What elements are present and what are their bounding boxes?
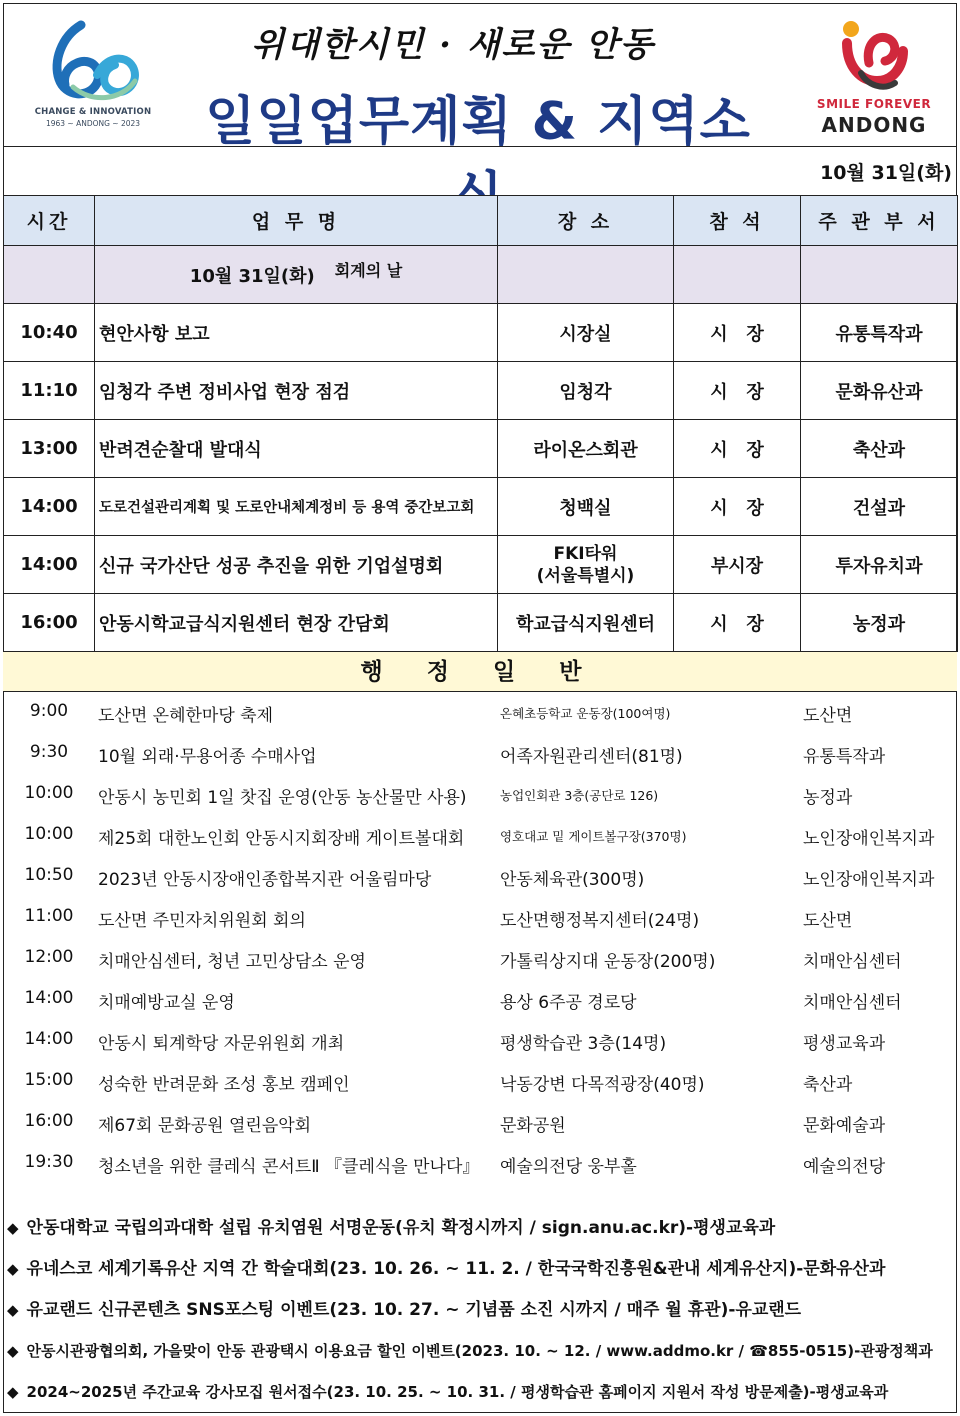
admin-dept: 문화예술과 <box>803 1116 886 1136</box>
row-task: 반려견순찰대 발대식 <box>95 420 498 478</box>
row-dept: 축산과 <box>801 420 958 478</box>
row-dept: 문화유산과 <box>801 362 958 420</box>
row-time: 14:00 <box>4 478 95 536</box>
row-task: 도로건설관리계획 및 도로안내체계정비 등 용역 중간보고회 <box>95 478 498 536</box>
admin-time: 19:30 <box>24 1152 74 1172</box>
smile-andong-logo <box>809 15 939 139</box>
admin-task: 치매예방교실 운영 <box>98 993 235 1013</box>
notice-text: 유네스코 세계기록유산 지역 간 학술대회(23. 10. 26. ~ 11. 2. / 한국국학진흥원&관내 세계유산지)-문화유산과 <box>26 1259 886 1279</box>
list-item <box>3 1143 957 1184</box>
admin-place: 낙동강변 다목적광장(40명) <box>500 1075 705 1095</box>
row-task: 신규 국가산단 성공 추진을 위한 기업설명회 <box>95 536 498 594</box>
row-attendee: 부시장 <box>674 536 801 594</box>
admin-dept: 예술의전당 <box>803 1157 886 1177</box>
list-item <box>3 774 957 815</box>
admin-time: 10:00 <box>24 824 74 844</box>
row-attendee: 시 장 <box>674 478 801 536</box>
admin-section-title: 행 정 일 반 <box>3 652 957 692</box>
admin-dept: 도산면 <box>803 911 853 931</box>
row-time: 10:40 <box>4 304 95 362</box>
admin-time: 15:00 <box>24 1070 74 1090</box>
row-place-line2: (서울특별시) <box>536 565 635 586</box>
row-dept: 투자유치과 <box>801 536 958 594</box>
list-item <box>3 1102 957 1143</box>
list-item <box>3 1061 957 1102</box>
admin-dept: 노인장애인복지과 <box>803 829 935 849</box>
admin-task: 청소년을 위한 클레식 콘서트Ⅱ 『클레식을 만나다』 <box>98 1157 480 1177</box>
admin-place: 어족자원관리센터(81명) <box>500 747 683 767</box>
admin-time: 14:00 <box>24 1029 74 1049</box>
row-place-line1: FKI타워 <box>553 543 618 564</box>
column-header-time: 시간 <box>4 196 95 246</box>
diamond-bullet-icon: ◆ <box>7 1219 19 1237</box>
row-place: 시장실 <box>498 304 674 362</box>
notice-list <box>3 1208 957 1413</box>
row-time: 16:00 <box>4 594 95 652</box>
admin-place: 안동체육관(300명) <box>500 870 645 890</box>
admin-time: 10:00 <box>24 783 74 803</box>
admin-time: 9:00 <box>29 701 69 721</box>
table-row <box>4 594 958 652</box>
table-row <box>4 536 958 594</box>
row-task: 현안사항 보고 <box>95 304 498 362</box>
column-header-place: 장 소 <box>498 196 674 246</box>
list-item <box>3 692 957 733</box>
diamond-bullet-icon: ◆ <box>7 1301 19 1319</box>
row-place <box>498 536 674 594</box>
admin-place: 평생학습관 3층(14명) <box>500 1034 667 1054</box>
schedule-header-row <box>4 196 958 246</box>
admin-task: 10월 외래·무용어종 수매사업 <box>98 747 317 767</box>
row-time: 13:00 <box>4 420 95 478</box>
admin-place: 예술의전당 웅부홀 <box>500 1157 637 1177</box>
admin-dept: 농정과 <box>803 788 853 808</box>
row-task: 임청각 주변 정비사업 현장 점검 <box>95 362 498 420</box>
list-item <box>3 733 957 774</box>
admin-dept: 치매안심센터 <box>803 952 902 972</box>
admin-place: 농업인회관 3층(공단로 126) <box>500 788 659 803</box>
admin-dept: 노인장애인복지과 <box>803 870 935 890</box>
admin-task: 2023년 안동시장애인종합복지관 어울림마당 <box>98 870 432 890</box>
admin-dept: 평생교육과 <box>803 1034 886 1054</box>
special-label: 회계의 날 <box>334 260 403 280</box>
admin-time: 9:30 <box>29 742 69 762</box>
column-header-attendee: 참 석 <box>674 196 801 246</box>
table-row <box>4 420 958 478</box>
list-item <box>3 856 957 897</box>
admin-task: 도산면 온혜한마당 축제 <box>98 706 274 726</box>
list-item <box>3 897 957 938</box>
report-date: 10월 31일(화) <box>820 162 952 184</box>
admin-dept: 축산과 <box>803 1075 853 1095</box>
diamond-bullet-icon: ◆ <box>7 1260 19 1278</box>
notice-item <box>3 1331 957 1372</box>
admin-time: 14:00 <box>24 988 74 1008</box>
admin-list <box>3 692 957 1184</box>
column-header-task: 업 무 명 <box>95 196 498 246</box>
row-place: 학교급식지원센터 <box>498 594 674 652</box>
column-header-dept: 주 관 부 서 <box>801 196 958 246</box>
admin-place: 도산면행정복지센터(24명) <box>500 911 700 931</box>
row-attendee: 시 장 <box>674 304 801 362</box>
logo-text-years: 1963 ~ ANDONG ~ 2023 <box>45 119 141 128</box>
row-place: 청백실 <box>498 478 674 536</box>
notice-text: 2024~2025년 주간교육 강사모집 원서접수(23. 10. 25. ~ 10. 31. / 평생학습관 홈페이지 지원서 작성 방문제출)-평생교육과 <box>26 1383 889 1401</box>
admin-time: 16:00 <box>24 1111 74 1131</box>
admin-time: 12:00 <box>24 947 74 967</box>
slogan: 위대한시민 · 새로운 안동 <box>251 25 655 65</box>
notice-text: 안동대학교 국립의과대학 설립 유치염원 서명운동(유치 확정시까지 / sign.anu.ac.kr)-평생교육과 <box>26 1218 776 1238</box>
admin-time: 11:00 <box>24 906 74 926</box>
admin-place: 영호대교 밑 게이트볼구장(370명) <box>500 829 687 844</box>
table-row <box>4 478 958 536</box>
row-attendee: 시 장 <box>674 362 801 420</box>
special-day-cell <box>95 246 498 304</box>
admin-time: 10:50 <box>24 865 74 885</box>
row-attendee: 시 장 <box>674 594 801 652</box>
list-item <box>3 815 957 856</box>
admin-task: 안동시 퇴계학당 자문위원회 개최 <box>98 1034 345 1054</box>
admin-dept: 치매안심센터 <box>803 993 902 1013</box>
page-title: 일일업무계획 & 지역소 <box>205 92 751 152</box>
admin-dept: 유통특작과 <box>803 747 886 767</box>
notice-item <box>3 1208 957 1249</box>
list-item <box>3 938 957 979</box>
row-time: 14:00 <box>4 536 95 594</box>
row-dept: 농정과 <box>801 594 958 652</box>
admin-task: 치매안심센터, 청년 고민상담소 운영 <box>98 952 366 972</box>
row-place: 임청각 <box>498 362 674 420</box>
list-item <box>3 979 957 1020</box>
admin-place: 문화공원 <box>500 1116 566 1136</box>
admin-task: 도산면 주민자치위원회 회의 <box>98 911 306 931</box>
notice-item <box>3 1372 957 1413</box>
row-task: 안동시학교급식지원센터 현장 간담회 <box>95 594 498 652</box>
admin-task: 제25회 대한노인회 안동시지회장배 게이트볼대회 <box>98 829 465 849</box>
admin-task: 성숙한 반려문화 조성 홍보 캠페인 <box>98 1075 350 1095</box>
notice-item <box>3 1249 957 1290</box>
row-dept: 건설과 <box>801 478 958 536</box>
admin-place: 용상 6주공 경로당 <box>500 993 637 1013</box>
admin-place: 온혜초등학교 운동장(100여명) <box>500 706 671 721</box>
logo-text-smile: SMILE FOREVER <box>816 97 932 111</box>
row-place: 라이온스회관 <box>498 420 674 478</box>
diamond-bullet-icon: ◆ <box>7 1383 19 1401</box>
admin-place: 가톨릭상지대 운동장(200명) <box>500 952 716 972</box>
table-row <box>4 362 958 420</box>
logo-text-andong: ANDONG <box>821 113 927 137</box>
page-header <box>3 3 957 152</box>
notice-item <box>3 1290 957 1331</box>
row-time: 11:10 <box>4 362 95 420</box>
schedule-table <box>3 195 958 652</box>
anniversary-logo <box>33 17 153 137</box>
special-day-row <box>4 246 958 304</box>
sixty-logo-icon <box>43 17 143 105</box>
admin-task: 안동시 농민회 1일 찻집 운영(안동 농산물만 사용) <box>98 788 467 808</box>
admin-dept: 도산면 <box>803 706 853 726</box>
logo-text-change: CHANGE & INNOVATION <box>34 107 152 117</box>
notice-text: 안동시관광협의회, 가을맞이 안동 관광택시 이용요금 할인 이벤트(2023. 10. ~ 12. / www.addmo.kr / ☎855-0515)-관광정책과 <box>26 1342 933 1360</box>
list-item <box>3 1020 957 1061</box>
smile-logo-icon <box>837 15 911 95</box>
admin-task: 제67회 문화공원 열린음악회 <box>98 1116 312 1136</box>
table-row <box>4 304 958 362</box>
diamond-bullet-icon: ◆ <box>7 1342 19 1360</box>
row-dept: 유통특작과 <box>801 304 958 362</box>
special-date: 10월 31일(화) <box>189 265 315 287</box>
row-attendee: 시 장 <box>674 420 801 478</box>
notice-text: 유교랜드 신규콘텐츠 SNS포스팅 이벤트(23. 10. 27. ~ 기념품 소진 시까지 / 매주 월 휴관)-유교랜드 <box>26 1300 802 1320</box>
